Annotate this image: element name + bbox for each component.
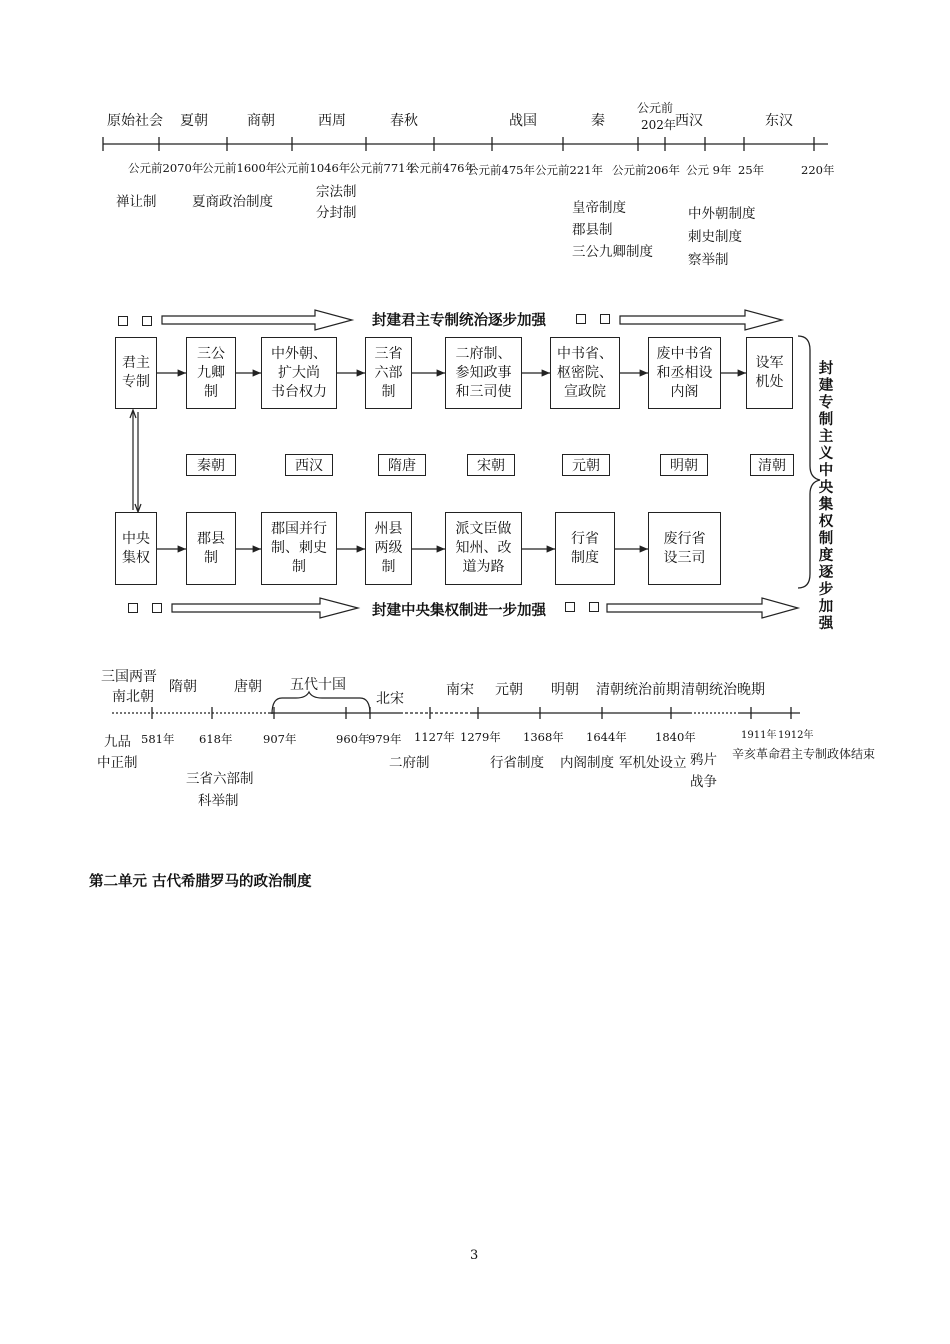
date-label: 1644年 xyxy=(586,730,627,744)
system-label: 中正制 xyxy=(97,755,138,771)
era-label: 秦 xyxy=(591,113,605,129)
date-label: 1127年 xyxy=(414,730,455,744)
date-label: 公元前221年 xyxy=(535,163,603,177)
dynasty-label: 秦朝 xyxy=(186,454,236,476)
era-label: 明朝 xyxy=(551,682,579,698)
page-number: 3 xyxy=(470,1248,479,1263)
square-marker xyxy=(565,602,575,612)
box-junxian: 郡县 制 xyxy=(186,512,236,585)
dynasty-label: 西汉 xyxy=(285,454,333,476)
system-label: 军机处设立 xyxy=(619,755,687,771)
system-label: 刺史制度 xyxy=(688,229,742,245)
box-junguo: 郡国并行 制、刺史 制 xyxy=(261,512,337,585)
date-label: 907年 xyxy=(263,732,297,746)
era-label: 北宋 xyxy=(376,691,404,707)
side-label: 封建专制主义中央集权制度逐步加强 xyxy=(818,360,834,632)
top-arrow-left xyxy=(162,310,352,330)
era-label: 清朝统治晚期 xyxy=(681,682,765,698)
wudai-brace xyxy=(272,692,370,714)
date-label: 581年 xyxy=(141,732,175,746)
date-label: 1912年 xyxy=(778,730,814,741)
box-sansi: 废行省 设三司 xyxy=(648,512,721,585)
square-marker xyxy=(128,603,138,613)
box-zhongshusheng: 中书省、 枢密院、 宣政院 xyxy=(550,337,620,409)
square-marker xyxy=(142,316,152,326)
top-arrow-right xyxy=(620,310,782,330)
box-junjichu: 设军 机处 xyxy=(746,337,793,409)
era-label: 隋朝 xyxy=(169,679,197,695)
system-label: 二府制 xyxy=(389,755,430,771)
system-label: 察举制 xyxy=(688,252,729,268)
date-label: 公元前1600年 xyxy=(202,161,278,175)
system-label: 三公九卿制度 xyxy=(572,244,653,260)
system-label: 郡县制 xyxy=(572,222,613,238)
date-label: 1840年 xyxy=(655,730,696,744)
dynasty-label: 明朝 xyxy=(660,454,708,476)
era-label: 西周 xyxy=(318,113,346,129)
system-label: 三省六部制 xyxy=(186,771,254,787)
era-label: 西汉 xyxy=(675,113,703,129)
system-label: 行省制度 xyxy=(490,755,544,771)
era-label: 元朝 xyxy=(495,682,523,698)
box-sangong-jiuqing: 三公 九卿 制 xyxy=(186,337,236,409)
system-label: 君主专制政体结束 xyxy=(779,747,876,761)
bottom-arrow-left xyxy=(172,598,358,618)
era-label: 战国 xyxy=(509,113,537,129)
box-monarchy: 君主 专制 xyxy=(115,337,157,409)
date-label: 公元前2070年 xyxy=(128,161,204,175)
era-label: 原始社会 xyxy=(107,113,163,129)
bottom-arrow-label: 封建中央集权制进一步加强 xyxy=(372,602,546,619)
dynasty-label: 隋唐 xyxy=(378,454,426,476)
system-label: 战争 xyxy=(690,774,717,790)
square-marker xyxy=(118,316,128,326)
era-label: 南宋 xyxy=(446,682,474,698)
date-label: 公元前1046年 xyxy=(275,161,351,175)
square-marker xyxy=(600,314,610,324)
system-label: 禅让制 xyxy=(116,194,157,210)
era-label: 公元前 xyxy=(637,101,674,115)
date-label: 220年 xyxy=(801,163,835,177)
square-marker xyxy=(152,603,162,613)
system-label: 宗法制 xyxy=(316,184,357,200)
date-label: 1911年 xyxy=(741,730,777,741)
square-marker xyxy=(589,602,599,612)
system-label: 分封制 xyxy=(316,205,357,221)
era-label: 五代十国 xyxy=(290,677,346,693)
era-label: 夏朝 xyxy=(180,113,208,129)
dynasty-label: 宋朝 xyxy=(467,454,515,476)
box-zhouxian: 州县 两级 制 xyxy=(365,512,412,585)
era-label: 春秋 xyxy=(390,113,418,129)
era-label: 清朝统治前期 xyxy=(596,682,680,698)
bottom-arrow-right xyxy=(607,598,798,618)
era-label: 202年 xyxy=(641,118,676,132)
box-zhongwaichao: 中外朝、 扩大尚 书台权力 xyxy=(261,337,337,409)
date-label: 公元前206年 xyxy=(612,163,680,177)
date-label: 979年 xyxy=(368,732,402,746)
date-label: 1368年 xyxy=(523,730,564,744)
date-label: 1279年 xyxy=(460,730,501,744)
date-label: 25年 xyxy=(738,163,765,177)
box-sansheng-liubu: 三省 六部 制 xyxy=(365,337,412,409)
box-neige: 废中书省 和丞相设 内阁 xyxy=(648,337,721,409)
date-label: 公元前476年 xyxy=(408,161,476,175)
era-label: 唐朝 xyxy=(234,679,262,695)
dynasty-label: 元朝 xyxy=(562,454,610,476)
vertical-double-arrow xyxy=(130,410,141,512)
top-arrow-label: 封建君主专制统治逐步加强 xyxy=(372,312,546,329)
date-label: 618年 xyxy=(199,732,233,746)
era-label: 南北朝 xyxy=(112,689,154,705)
system-label: 中外朝制度 xyxy=(688,206,756,222)
box-erfu: 二府制、 参知政事 和三司使 xyxy=(445,337,522,409)
era-label: 东汉 xyxy=(765,113,793,129)
box-xingsheng: 行省 制度 xyxy=(555,512,615,585)
system-label: 九品 xyxy=(104,734,131,750)
system-label: 辛亥革命 xyxy=(732,747,781,761)
system-label: 皇帝制度 xyxy=(572,200,626,216)
system-label: 夏商政治制度 xyxy=(192,194,273,210)
square-marker xyxy=(576,314,586,324)
era-label: 商朝 xyxy=(247,113,275,129)
date-label: 公元前475年 xyxy=(467,163,535,177)
section-heading: 第二单元 古代希腊罗马的政治制度 xyxy=(89,874,312,890)
box-centralization: 中央 集权 xyxy=(115,512,157,585)
system-label: 科举制 xyxy=(198,793,239,809)
system-label: 鸦片 xyxy=(690,752,717,768)
date-label: 960年 xyxy=(336,732,370,746)
dynasty-label: 清朝 xyxy=(750,454,794,476)
date-label: 公元 9年 xyxy=(686,163,732,177)
era-label: 三国两晋 xyxy=(101,669,157,685)
date-label: 公元前771年 xyxy=(349,161,417,175)
box-zhizhou: 派文臣做 知州、改 道为路 xyxy=(445,512,522,585)
system-label: 内阁制度 xyxy=(560,755,614,771)
